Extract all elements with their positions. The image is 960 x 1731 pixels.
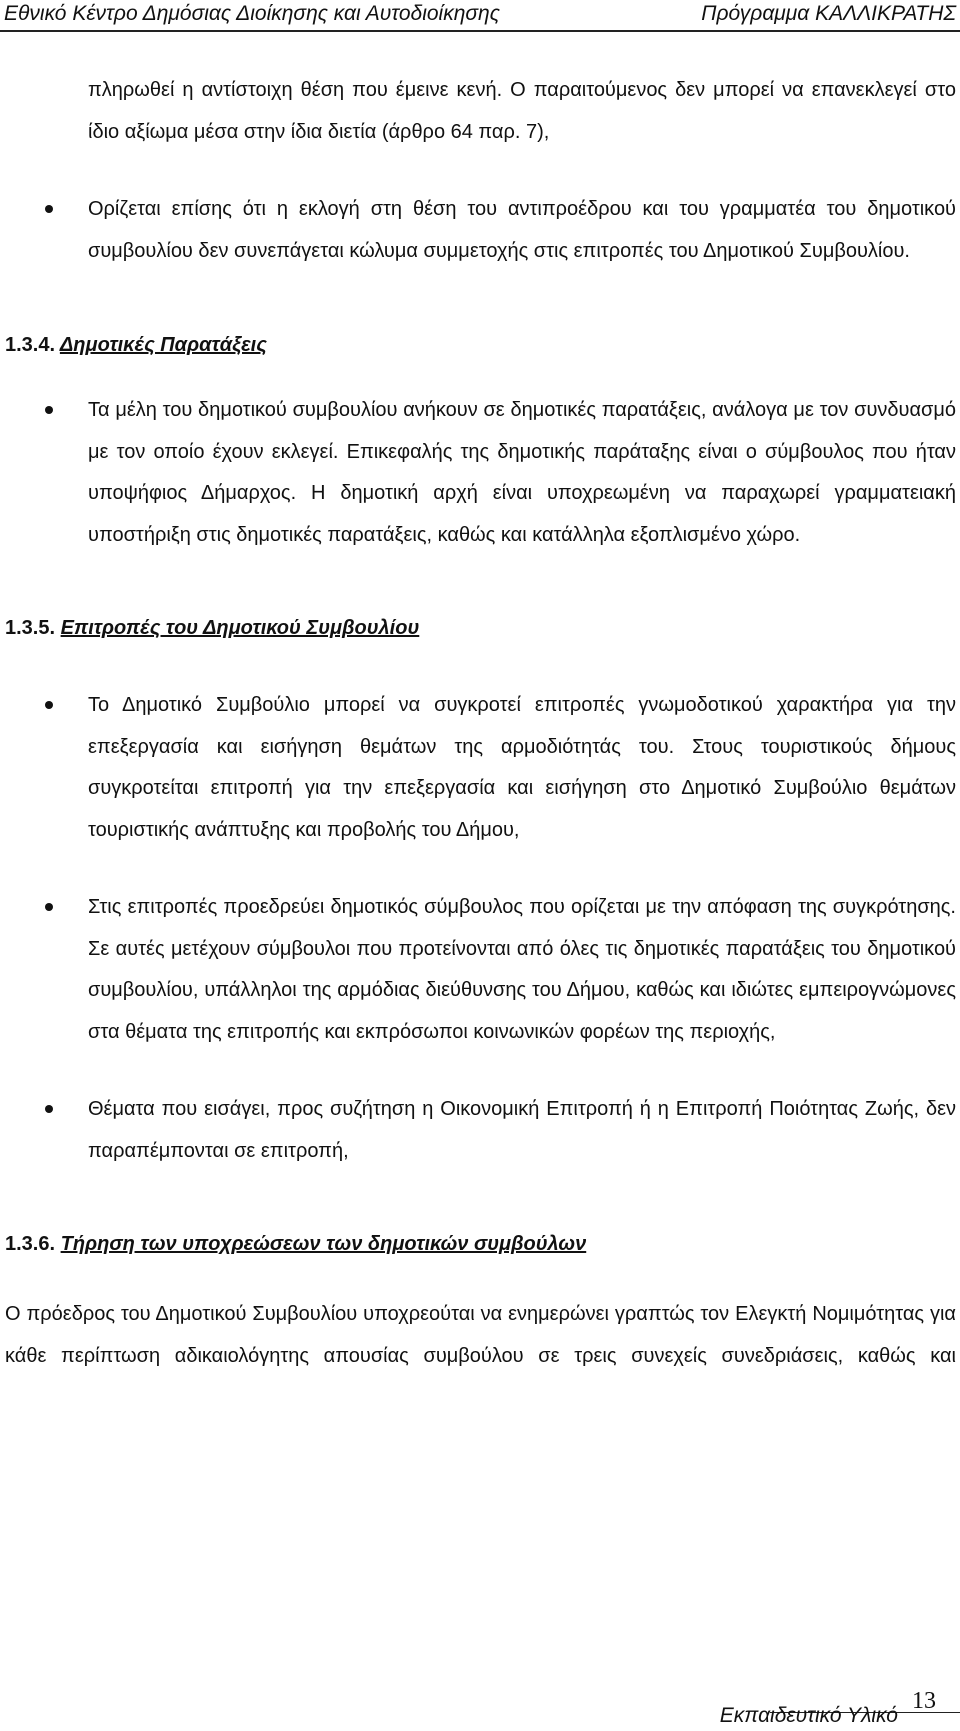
paragraph-text: Ο πρόεδρος του Δημοτικού Συμβουλίου υποχρεούται να ενημερώνει γραπτώς τον Ελεγκτή Νομιμότητας για κάθε περίπτωση αδικαιολόγητης απουσίας συμβούλου σε τρεις συνεχείς συνεδριάσεις, καθώς και: [5, 1303, 956, 1367]
bullet-text: Θέματα που εισάγει, προς συζήτηση η Οικονομική Επιτροπή ή η Επιτροπή Ποιότητας Ζωής, δεν παραπέμπονται σε επιτροπή,: [88, 1098, 956, 1162]
continuation-block: [0, 70, 960, 153]
page-footer: [0, 1690, 960, 1731]
header-organization: Εθνικό Κέντρο Δημόσιας Διοίκησης και Αυτοδιοίκησης: [4, 2, 500, 25]
section-title: Δημοτικές Παρατάξεις: [59, 334, 267, 356]
footer-label: Εκπαιδευτικό Υλικό: [719, 1704, 898, 1727]
bullet-item: [0, 390, 960, 556]
bullet-icon: [45, 701, 53, 709]
page-content: [0, 70, 960, 1377]
section-number: 1.3.4.: [5, 334, 56, 356]
bullet-text: Ορίζεται επίσης ότι η εκλογή στη θέση του αντιπροέδρου και του γραμματέα του δημοτικού συμβουλίου δεν συνεπάγεται κώλυμα συμμετοχής στις επιτροπές του Δημοτικού Συμβουλίου.: [88, 198, 956, 262]
bullet-icon: [45, 1105, 53, 1113]
bullet-item: [0, 685, 960, 851]
bullet-text: Στις επιτροπές προεδρεύει δημοτικός σύμβουλος που ορίζεται με την απόφαση της συγκρότησης. Σε αυτές μετέχουν σύμβουλοι που προτείνονται από όλες τις δημοτικές παρατάξεις του δημοτικού συμβουλίου, υπάλληλοι της αρμόδιας διεύθυνσης του Δήμου, καθώς και ιδιώτες εμπειρογνώμονες στα θέματα της επιτροπής και εκπρόσωποι κοινωνικών φορέων της περιοχής,: [88, 896, 956, 1043]
bullet-text: Το Δημοτικό Συμβούλιο μπορεί να συγκροτεί επιτροπές γνωμοδοτικού χαρακτήρα για την επεξεργασία και εισήγηση θεμάτων της αρμοδιότητάς του. Στους τουριστικούς δήμους συγκροτείται επιτροπή για την επεξεργασία και εισήγηση στο Δημοτικό Συμβούλιο θεμάτων τουριστικής ανάπτυξης και προβολής του Δήμου,: [88, 694, 956, 841]
section-number: 1.3.6.: [5, 1233, 56, 1255]
body-paragraph: [0, 1294, 960, 1377]
bullet-text: Τα μέλη του δημοτικού συμβουλίου ανήκουν σε δημοτικές παρατάξεις, ανάλογα με τον συνδυασμό με τον οποίο έχουν εκλεγεί. Επικεφαλής της δημοτικής παράταξης είναι ο σύμβουλος που ήταν υποψήφιος Δήμαρχος. Η δημοτική αρχή είναι υποχρεωμένη να παραχωρεί γραμματειακή υποστήριξη στις δημοτικές παρατάξεις, καθώς και κατάλληλα εξοπλισμένο χώρο.: [88, 399, 956, 546]
header-program: Πρόγραμμα ΚΑΛΛΙΚΡΑΤΗΣ: [701, 2, 956, 25]
bullet-item: [0, 189, 960, 272]
section-number: 1.3.5.: [5, 617, 56, 639]
bullet-icon: [45, 205, 53, 213]
header-rule: [0, 30, 960, 32]
bullet-icon: [45, 406, 53, 414]
bullet-icon: [45, 903, 53, 911]
section-title: Επιτροπές του Δημοτικού Συμβουλίου: [60, 617, 420, 639]
section-title: Τήρηση των υποχρεώσεων των δημοτικών συμβούλων: [60, 1233, 587, 1255]
section-heading-136: [0, 1224, 960, 1264]
continuation-text: πληρωθεί η αντίστοιχη θέση που έμεινε κενή. Ο παραιτούμενος δεν μπορεί να επανεκλεγεί στο ίδιο αξίωμα μέσα στην ίδια διετία (άρθρο 64 παρ. 7),: [88, 79, 956, 143]
page-number: 13: [912, 1688, 936, 1714]
bullet-item: [0, 887, 960, 1053]
section-heading-135: [0, 608, 960, 648]
section-heading-134: [0, 325, 960, 365]
page-header: [0, 0, 960, 30]
bullet-item: [0, 1089, 960, 1172]
